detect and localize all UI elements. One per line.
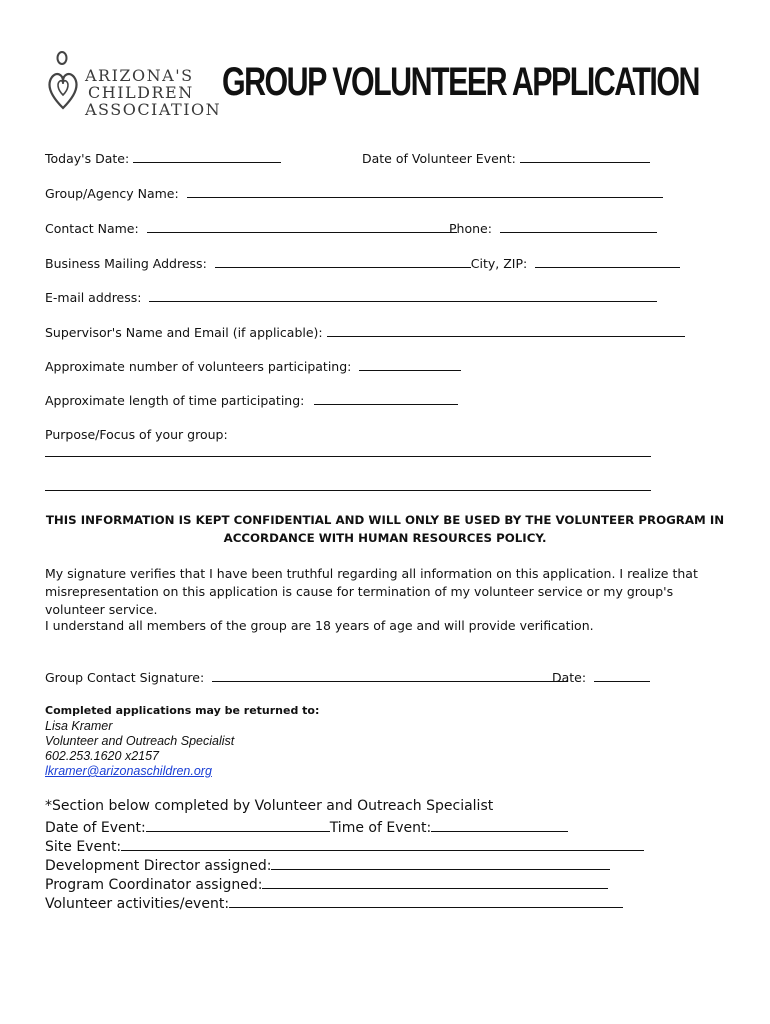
todays-date-field[interactable]	[133, 150, 281, 163]
site-event-field[interactable]	[121, 835, 644, 851]
city-zip-field[interactable]	[535, 255, 680, 268]
mailing-address-row	[45, 255, 680, 271]
program-coordinator-label: Program Coordinator assigned:	[45, 877, 263, 893]
activities-label: Volunteer activities/event:	[45, 896, 230, 912]
site-event-label: Site Event:	[45, 839, 122, 855]
office-time-of-event-field[interactable]	[431, 816, 568, 832]
purpose-row	[45, 427, 228, 443]
activities-row	[45, 892, 623, 911]
group-name-row	[45, 185, 663, 201]
page-title: GROUP VOLUNTEER APPLICATION	[222, 60, 699, 104]
office-date-of-event-field[interactable]	[146, 816, 330, 832]
phone-row	[449, 220, 657, 236]
dev-director-field[interactable]	[271, 854, 610, 870]
confidentiality-notice: THIS INFORMATION IS KEPT CONFIDENTIAL AND WILL ONLY BE USED BY THE VOLUNTEER PROGRAM IN ACCORDANCE WITH HUMAN RESOURCES POLICY.	[45, 513, 725, 545]
supervisor-field[interactable]	[327, 324, 685, 337]
program-coordinator-row	[45, 873, 608, 892]
contact-name-label: Contact Name:	[45, 221, 139, 236]
heart-logo-icon	[45, 50, 81, 112]
time-length-field[interactable]	[314, 392, 458, 405]
truthful-statement: My signature verifies that I have been truthful regarding all information on this application. I realize that misrepresentation on this application is cause for termination of my volunteer service or my group's volunteer service.	[45, 566, 698, 617]
contact-name-row	[45, 220, 457, 236]
return-contact	[45, 719, 234, 779]
mailing-address-label: Business Mailing Address:	[45, 256, 207, 271]
purpose-label: Purpose/Focus of your group:	[45, 427, 228, 442]
site-event-row	[45, 835, 644, 854]
todays-date-label: Today's Date:	[45, 151, 130, 166]
contact-person-name: Lisa Kramer	[45, 719, 113, 733]
num-volunteers-field[interactable]	[359, 358, 461, 371]
office-date-of-event-label: Date of Event:	[45, 820, 146, 836]
num-volunteers-row	[45, 358, 461, 374]
email-field[interactable]	[149, 289, 657, 302]
city-zip-label: City, ZIP:	[470, 256, 528, 271]
todays-date-row	[45, 150, 281, 166]
supervisor-label: Supervisor's Name and Email (if applicable):	[45, 325, 323, 340]
phone-label: Phone:	[449, 221, 492, 236]
signature-row	[45, 669, 568, 685]
logo-line-2: CHILDREN	[88, 83, 194, 102]
signature-date-row	[552, 669, 650, 685]
logo-line-1: ARIZONA'S	[85, 66, 194, 85]
time-length-row	[45, 392, 458, 408]
signature-date-label: Date:	[552, 670, 587, 685]
return-heading: Completed applications may be returned to:	[45, 704, 320, 717]
contact-email-link[interactable]: lkramer@arizonaschildren.org	[45, 764, 212, 778]
event-date-label: Date of Volunteer Event:	[362, 151, 516, 166]
group-name-label: Group/Agency Name:	[45, 186, 179, 201]
office-time-of-event-label: Time of Event:	[329, 820, 432, 836]
mailing-address-field[interactable]	[215, 255, 471, 268]
dev-director-row	[45, 854, 610, 873]
email-label: E-mail address:	[45, 290, 142, 305]
event-date-field[interactable]	[520, 150, 650, 163]
contact-name-field[interactable]	[147, 220, 457, 233]
program-coordinator-field[interactable]	[262, 873, 608, 889]
phone-field[interactable]	[500, 220, 657, 233]
time-length-label: Approximate length of time participating:	[45, 393, 305, 408]
purpose-line-2[interactable]	[45, 490, 651, 491]
signature-date-field[interactable]	[594, 669, 650, 682]
email-row	[45, 289, 657, 305]
num-volunteers-label: Approximate number of volunteers participating:	[45, 359, 352, 374]
logo	[45, 50, 222, 119]
signature-field[interactable]	[212, 669, 568, 682]
group-name-field[interactable]	[187, 185, 663, 198]
activities-field[interactable]	[229, 892, 623, 908]
dev-director-label: Development Director assigned:	[45, 858, 272, 874]
supervisor-row	[45, 324, 685, 340]
contact-person-role: Volunteer and Outreach Specialist	[45, 734, 235, 748]
event-date-row	[362, 150, 650, 166]
signature-label: Group Contact Signature:	[45, 670, 205, 685]
purpose-line-1[interactable]	[45, 456, 651, 457]
age-statement: I understand all members of the group are 18 years of age and will provide verification.	[45, 618, 594, 633]
contact-person-phone: 602.253.1620 x2157	[45, 749, 159, 763]
office-section-heading: *Section below completed by Volunteer and Outreach Specialist	[45, 798, 494, 814]
event-date-time-row	[45, 816, 568, 835]
logo-line-3: ASSOCIATION	[85, 100, 222, 119]
